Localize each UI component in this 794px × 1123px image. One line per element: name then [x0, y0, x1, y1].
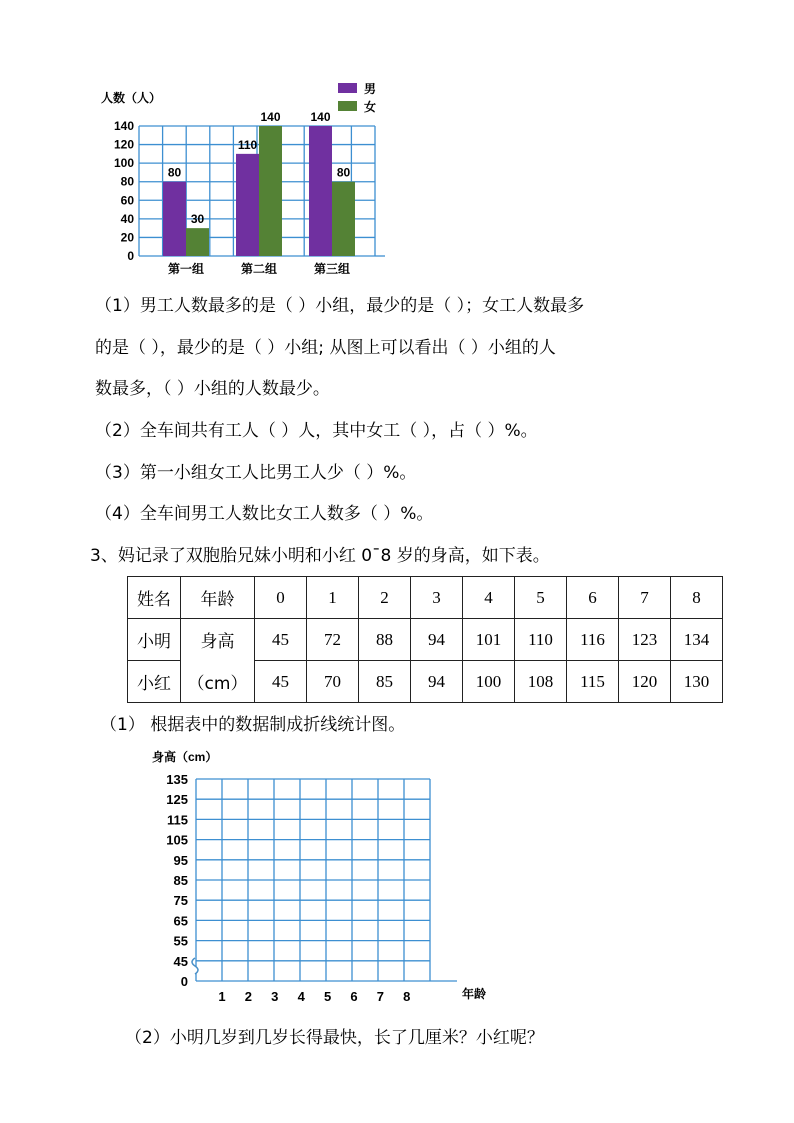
bar-chart	[90, 76, 400, 281]
question-2: （2）全车间共有工人（ ）人，其中女工（ ），占（ ）%。	[95, 421, 538, 441]
table-value-cell: 94	[411, 661, 463, 703]
table-value-cell: 45	[255, 619, 307, 661]
table-value-cell: 134	[671, 619, 723, 661]
line-chart-ylabel: 身高（cm）	[152, 750, 218, 764]
table-value-cell: 45	[255, 661, 307, 703]
bar-data-label: 140	[260, 110, 281, 124]
table-header-row	[128, 577, 723, 619]
line-y-tick-label: 105	[166, 832, 188, 848]
height-table	[127, 576, 723, 703]
line-y-tick-label: 95	[173, 852, 188, 868]
table-height-label: 身高	[181, 619, 255, 661]
table-value-cell: 94	[411, 619, 463, 661]
table-name-cell: 小明	[128, 619, 181, 661]
table-age-cell: 0	[255, 577, 307, 619]
bar-chart-ylabel: 人数（人）	[101, 91, 162, 105]
line-y-tick-label: 0	[180, 974, 188, 989]
table-age-cell: 2	[359, 577, 411, 619]
line-x-tick-label: 4	[297, 989, 305, 1004]
table-value-cell: 101	[463, 619, 515, 661]
line-x-tick-label: 8	[403, 989, 411, 1004]
line-y-tick-label: 125	[166, 792, 188, 808]
bar-y-tick-label: 20	[120, 230, 134, 245]
bar-女	[259, 126, 282, 256]
bar-data-label: 80	[167, 165, 182, 180]
line-y-tick-label: 65	[173, 913, 188, 929]
table-value-cell: 115	[567, 661, 619, 703]
line-x-tick-label: 3	[271, 989, 279, 1004]
section-3-heading: 3、妈记录了双胞胎兄妹小明和小红 0¯8 岁的身高，如下表。	[90, 546, 550, 566]
question-3: （3）第一小组女工人比男工人少（ ）%。	[95, 463, 417, 483]
table-name-header: 姓名	[128, 577, 181, 619]
line-y-tick-label: 85	[173, 873, 188, 888]
table-age-cell: 3	[411, 577, 463, 619]
line-chart-y-ticks	[166, 772, 188, 989]
table-value-cell: 85	[359, 661, 411, 703]
bar-男	[236, 154, 259, 256]
part-2-question: （2）小明几岁到几岁长得最快，长了几厘米？小红呢？	[125, 1028, 544, 1048]
question-1-line-1: （1）男工人数最多的是（ ）小组，最少的是（ ）；女工人数最多	[95, 296, 585, 316]
table-age-cell: 7	[619, 577, 671, 619]
line-y-tick-label: 75	[173, 893, 188, 909]
table-value-cell: 70	[307, 661, 359, 703]
table-age-cell: 4	[463, 577, 515, 619]
line-x-tick-label: 1	[218, 989, 226, 1004]
bar-data-label: 80	[336, 165, 351, 180]
bar-女	[186, 228, 209, 256]
bar-y-tick-label: 100	[113, 156, 134, 171]
line-x-tick-label: 5	[323, 989, 332, 1004]
table-row	[128, 661, 723, 703]
bar-chart-bars	[163, 110, 355, 256]
bar-data-label: 30	[190, 212, 205, 227]
bar-男	[163, 182, 186, 256]
bar-data-label: 110	[237, 137, 258, 152]
table-value-cell: 72	[307, 619, 359, 661]
table-age-header: 年龄	[181, 577, 255, 619]
table-age-cell: 1	[307, 577, 359, 619]
question-4: （4）全车间男工人数比女工人数多（ ）%。	[95, 504, 434, 524]
line-y-tick-label: 115	[167, 812, 188, 828]
bar-chart-y-ticks	[114, 119, 134, 263]
bar-chart-legend	[338, 82, 376, 114]
bar-女	[332, 182, 355, 256]
table-value-cell: 120	[619, 661, 671, 703]
bar-男	[309, 126, 332, 256]
table-value-cell: 108	[515, 661, 567, 703]
table-value-cell: 100	[463, 661, 515, 703]
table-value-cell: 116	[567, 619, 619, 661]
bar-y-tick-label: 80	[120, 174, 134, 189]
table-value-cell: 130	[671, 661, 723, 703]
bar-x-tick-label: 第一组	[167, 262, 205, 276]
table-value-cell: 123	[619, 619, 671, 661]
table-name-cell: 小红	[128, 661, 181, 703]
legend-label: 男	[364, 82, 377, 96]
line-y-tick-label: 55	[173, 933, 188, 949]
table-unit-label: （cm）	[181, 661, 255, 703]
bar-x-tick-label: 第二组	[240, 262, 278, 276]
table-age-cell: 8	[671, 577, 723, 619]
legend-swatch	[338, 83, 357, 93]
bar-y-tick-label: 120	[113, 137, 134, 152]
legend-swatch	[338, 101, 357, 111]
bar-x-tick-label: 第三组	[313, 262, 351, 276]
bar-data-label: 140	[310, 110, 331, 124]
table-value-cell: 88	[359, 619, 411, 661]
table-age-cell: 5	[515, 577, 567, 619]
table-age-cell: 6	[567, 577, 619, 619]
line-y-tick-label: 45	[173, 953, 188, 969]
bar-y-tick-label: 40	[120, 211, 134, 226]
table-value-cell: 110	[515, 619, 567, 661]
line-y-tick-label: 135	[166, 772, 188, 787]
line-x-tick-label: 6	[350, 989, 358, 1004]
bar-y-tick-label: 0	[127, 249, 134, 263]
question-1-line-2: 的是（ ），最少的是（ ）小组; 从图上可以看出（ ）小组的人	[95, 338, 556, 358]
bar-chart-x-ticks	[168, 261, 350, 276]
table-row	[128, 619, 723, 661]
line-x-tick-label: 7	[376, 989, 385, 1004]
bar-y-tick-label: 60	[120, 193, 134, 208]
line-chart-grid-lines	[196, 779, 457, 981]
line-chart-xlabel: 年龄	[462, 987, 487, 1001]
line-chart-grid	[145, 744, 505, 1009]
question-1-line-3: 数最多，（ ）小组的人数最少。	[95, 379, 330, 399]
bar-y-tick-label: 140	[113, 119, 134, 133]
legend-label: 女	[364, 100, 377, 114]
line-chart-x-ticks	[218, 989, 410, 1004]
line-x-tick-label: 2	[244, 989, 253, 1004]
part-1-instruction: （1） 根据表中的数据制成折线统计图。	[100, 715, 406, 735]
